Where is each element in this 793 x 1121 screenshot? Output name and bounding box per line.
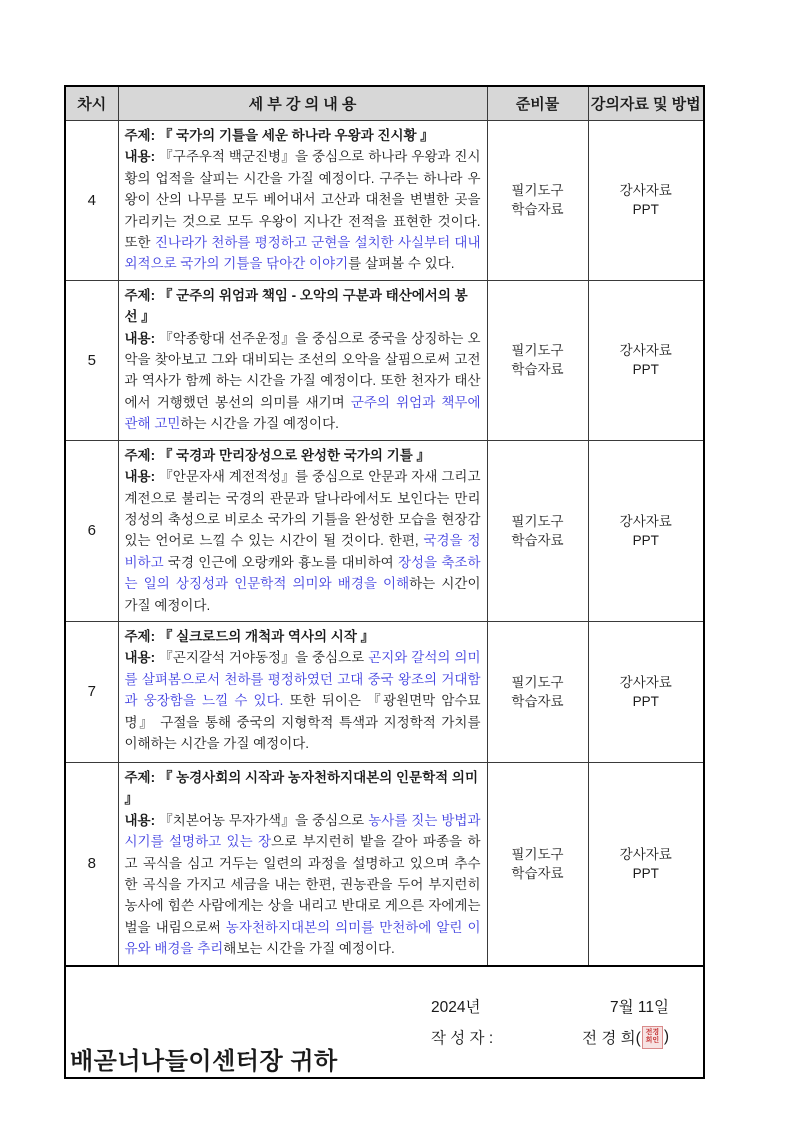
materials-cell-line: 학습자료	[511, 865, 564, 881]
content-text: 하는 시간을 가질 예정이다.	[180, 416, 339, 432]
content-text: 내용:	[124, 469, 160, 485]
footer-row	[65, 966, 704, 1078]
materials-cell-line: 필기도구	[511, 513, 564, 529]
content-cell	[118, 280, 487, 440]
method-cell-line: 강사자료	[619, 343, 672, 359]
table-header-row	[65, 86, 704, 121]
highlighted-text: 장성을 축조하는 일의 상징성과 인문학적 의미와 배경을 이해	[124, 554, 481, 592]
content-text: 주제: 『 군주의 위엄과 책임 - 오악의 구분과 태산에서의 봉선 』	[124, 287, 468, 325]
materials-cell	[487, 440, 588, 621]
column-header-session: 차시	[65, 86, 118, 121]
session-number: 5	[65, 280, 118, 440]
materials-cell	[487, 621, 588, 762]
highlighted-text: 진나라가 천하를 평정하고 군현을 설치한 사실부터 대내외적으로 국가의 기틀을 닦아간 이야기	[124, 235, 481, 272]
method-cell-line: PPT	[632, 693, 659, 709]
content-text: 주제: 『 국가의 기틀을 세운 하나라 우왕과 진시황 』	[124, 128, 434, 143]
content-text: 『치본어농 무자가색』을 중심으로	[159, 812, 369, 828]
content-box	[119, 281, 487, 440]
topic-line	[125, 285, 481, 328]
method-cell	[588, 440, 704, 621]
content-text: 내용:	[124, 149, 160, 165]
content-text: 하는 시간이 가질 예정이다.	[124, 576, 481, 613]
writer-label: 작 성 자 :	[431, 1030, 494, 1048]
content-cell	[118, 762, 487, 965]
content-text: 『안문자새 계전적성』를 중심으로 안문과 자새 그리고 계전으로 불리는 국경의 관문과 달나라에서도 보인다는 만리정성의 축성으로 비로소 국가의 기틀을 완성한 모습을 현장감 있는 언어로 느낄 수 있는 시간이 될 것이다. 한편,	[124, 469, 481, 549]
content-text: 으로 부지런히 밭을 갈아 파종을 하고 곡식을 심고 거두는 일련의 과정을 설명하고 있으며 추수한 곡식을 가지고 세금을 내는 한편, 권농관을 두어 부지런히 농사에 힘쓴 사람에게는 상을 내리고 반대로 게으른 자에게는 벌을 내림으로써	[124, 834, 481, 935]
method-cell-line: PPT	[632, 202, 659, 218]
content-box	[119, 121, 487, 280]
footer-cell	[65, 966, 704, 1078]
column-header-materials: 준비물	[487, 86, 588, 121]
method-cell-line: PPT	[632, 532, 659, 548]
content-cell	[118, 621, 487, 762]
content-paragraph	[125, 647, 481, 754]
table-row	[65, 121, 704, 281]
materials-cell-line: 학습자료	[511, 532, 564, 548]
session-number: 8	[65, 762, 118, 965]
method-cell	[588, 280, 704, 440]
column-header-method: 강의자료 및 방법	[588, 86, 704, 121]
content-text: 국경 인근에 오랑캐와 흉노를 대비하여	[163, 554, 398, 570]
materials-cell	[487, 762, 588, 965]
content-text: 주제: 『 실크로드의 개척과 역사의 시작 』	[124, 628, 375, 644]
content-box	[119, 622, 487, 762]
content-text: 내용:	[124, 330, 160, 346]
materials-cell-line: 학습자료	[511, 202, 564, 218]
topic-line	[125, 445, 481, 466]
session-number: 4	[65, 121, 118, 281]
content-paragraph	[125, 328, 481, 435]
content-text: 『곤지갈석 거야동정』을 중심으로	[159, 650, 369, 666]
content-text: 주제: 『 농경사회의 시작과 농자천하지대본의 인문학적 의미 』	[124, 769, 478, 807]
date-monthday: 7월 11일	[610, 999, 669, 1017]
highlighted-text: 농자천하지대본의 의미를 만천하에 알린 이유와 배경을 추리	[124, 919, 481, 957]
date-year: 2024년	[431, 999, 481, 1017]
session-number: 7	[65, 621, 118, 762]
writer-name-text: 전 경 희(	[582, 1030, 641, 1048]
content-box	[119, 441, 487, 621]
highlighted-text: 곤지와 갈석의 의미를 살펴봄으로서 천하를 평정하였던 고대 중국 왕조의 거대함과 웅장함을 느낄 수 있다.	[124, 650, 481, 709]
topic-line	[125, 626, 481, 647]
signature-stamp-icon	[642, 1026, 663, 1049]
topic-line	[125, 767, 481, 810]
table-row	[65, 280, 704, 440]
content-cell	[118, 440, 487, 621]
method-cell-line: PPT	[632, 362, 659, 378]
content-text: 주제: 『 국경과 만리장성으로 완성한 국가의 기틀 』	[124, 447, 431, 463]
content-text: 내용:	[124, 812, 160, 828]
content-text: 『악종항대 선주운정』을 중심으로 중국을 상징하는 오악을 찾아보고 그와 대비되는 조선의 오악을 살핌으로써 고전과 역사가 함께 하는 시간을 가질 예정이다. 또한 천자가 태산에서 거행했던 봉선의 의미를 새기며	[124, 330, 481, 410]
writer-name-close: )	[663, 1028, 669, 1046]
content-text: 해보는 시간을 가질 예정이다.	[223, 941, 395, 957]
topic-line	[125, 125, 481, 146]
content-text: 『구주우적 백군진병』을 중심으로 하나라 우왕과 진시황의 업적을 살피는 시간을 가질 예정이다. 구주는 하나라 우왕이 산의 나무를 모두 베어내서 고산과 대천을 변별한 곳을 가리키는 것으로 모두 우왕이 지나간 전적을 표현한 것이다. 또한	[124, 149, 481, 251]
materials-cell-line: 필기도구	[511, 343, 564, 359]
content-text: 내용:	[124, 650, 160, 666]
signature-block	[431, 991, 669, 1053]
method-cell-line: 강사자료	[619, 846, 672, 862]
content-text: 또한 뒤이은 『광원면막 암수묘명』 구절을 통해 중국의 지형학적 특색과 지정학적 가치를 이해하는 시간을 가질 예정이다.	[124, 693, 481, 751]
method-cell	[588, 621, 704, 762]
table-row	[65, 762, 704, 965]
content-cell	[118, 121, 487, 281]
materials-cell	[487, 280, 588, 440]
method-cell-line: 강사자료	[619, 674, 672, 690]
highlighted-text: 군주의 위엄과 책무에 관해 고민	[124, 394, 481, 432]
content-paragraph	[125, 810, 481, 960]
highlighted-text: 국경을 정비하고	[124, 533, 481, 570]
content-paragraph	[125, 466, 481, 616]
writer-line	[431, 1022, 669, 1053]
table-row	[65, 440, 704, 621]
materials-cell-line: 필기도구	[511, 183, 564, 199]
lecture-plan-table	[64, 85, 705, 1079]
method-cell-line: PPT	[632, 865, 659, 881]
session-number: 6	[65, 440, 118, 621]
stamp-text-top: 전경	[645, 1029, 660, 1037]
method-cell	[588, 762, 704, 965]
highlighted-text: 농사를 짓는 방법과 시기를 설명하고 있는 장	[124, 812, 481, 850]
stamp-text-bottom: 희인	[645, 1037, 660, 1045]
materials-cell-line: 필기도구	[511, 846, 564, 862]
column-header-content: 세 부 강 의 내 용	[118, 86, 487, 121]
materials-cell-line: 학습자료	[511, 362, 564, 378]
content-box	[119, 763, 487, 965]
lecture-rows	[65, 121, 704, 966]
content-paragraph	[125, 146, 481, 274]
materials-cell	[487, 121, 588, 281]
recipient-title: 배곧너나들이센터장 귀하	[70, 1047, 338, 1075]
writer-name	[582, 1026, 669, 1049]
table-row	[65, 621, 704, 762]
materials-cell-line: 필기도구	[511, 674, 564, 690]
method-cell-line: 강사자료	[619, 513, 672, 529]
date-line	[431, 991, 669, 1022]
method-cell-line: 강사자료	[619, 183, 672, 199]
materials-cell-line: 학습자료	[511, 693, 564, 709]
content-text: 를 살펴볼 수 있다.	[348, 256, 455, 272]
method-cell	[588, 121, 704, 281]
